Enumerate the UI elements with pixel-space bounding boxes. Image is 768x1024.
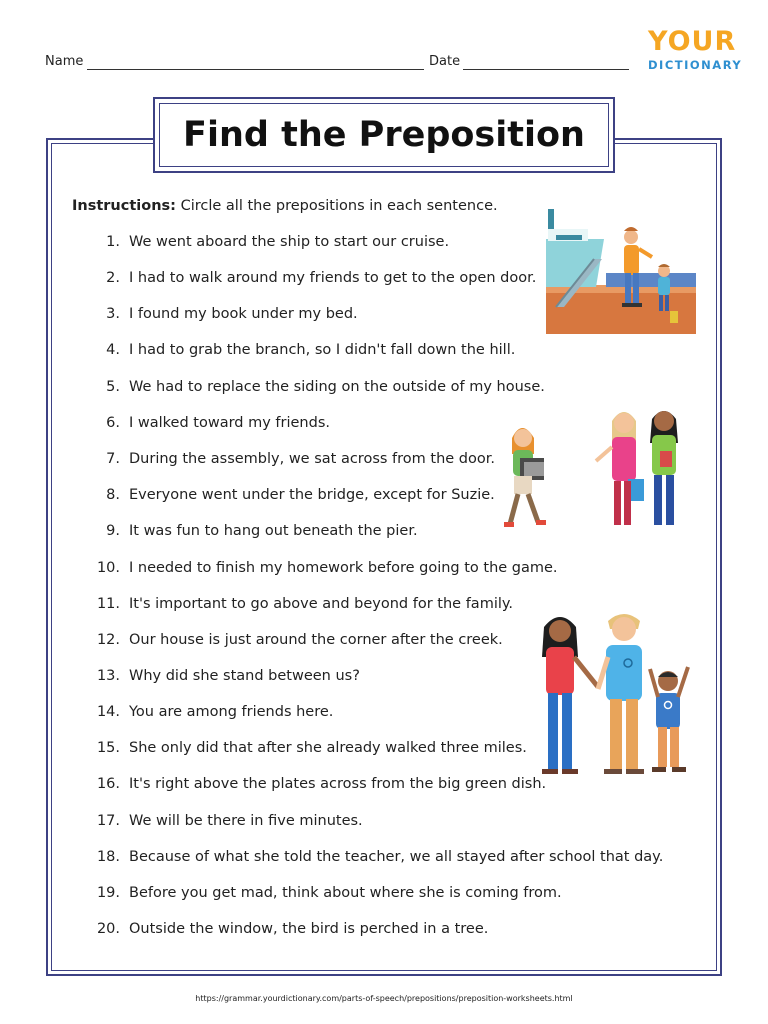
item-text: I walked toward my friends. [129, 415, 330, 431]
girl-with-books-illustration [498, 418, 558, 533]
item-number: 16. [96, 776, 120, 792]
page-title: Find the Preposition [183, 115, 585, 155]
list-item [80, 885, 562, 901]
item-number: 20. [96, 921, 120, 937]
item-text: Before you get mad, think about where she is coming from. [129, 885, 562, 901]
item-text: You are among friends here. [129, 704, 334, 720]
item-number: 19. [96, 885, 120, 901]
item-text: We went aboard the ship to start our cruise. [129, 234, 450, 250]
item-number: 14. [96, 704, 120, 720]
item-number: 3. [106, 306, 120, 322]
item-text: I needed to finish my homework before going to the game. [129, 560, 558, 576]
item-number: 8. [106, 487, 120, 503]
item-number: 7. [106, 451, 120, 467]
list-item [80, 560, 558, 576]
instructions-label: Instructions: [72, 198, 176, 214]
family-illustration [532, 605, 700, 780]
item-number: 13. [96, 668, 120, 684]
item-text: Why did she stand between us? [129, 668, 360, 684]
instructions-text: Circle all the prepositions in each sentence. [175, 198, 498, 214]
list-item [80, 813, 363, 829]
name-line [87, 69, 424, 70]
list-item [80, 632, 503, 648]
item-number: 2. [106, 270, 120, 286]
item-number: 12. [96, 632, 120, 648]
list-item [80, 740, 527, 756]
logo-line-1: YOUR [648, 26, 737, 57]
item-text: Our house is just around the corner after the creek. [129, 632, 503, 648]
item-text: We will be there in five minutes. [129, 813, 363, 829]
list-item [80, 849, 663, 865]
item-number: 11. [96, 596, 120, 612]
item-number: 1. [106, 234, 120, 250]
item-text: I found my book under my bed. [129, 306, 358, 322]
list-item [80, 342, 515, 358]
item-number: 4. [106, 342, 120, 358]
item-text: Because of what she told the teacher, we all stayed after school that day. [129, 849, 664, 865]
item-number: 18. [96, 849, 120, 865]
item-text: It was fun to hang out beneath the pier. [129, 523, 418, 539]
list-item [80, 668, 360, 684]
list-item [80, 451, 495, 467]
item-number: 6. [106, 415, 120, 431]
item-number: 10. [96, 560, 120, 576]
list-item [80, 415, 330, 431]
instructions [72, 198, 498, 214]
item-number: 9. [106, 523, 120, 539]
item-text: It's right above the plates across from the big green dish. [129, 776, 547, 792]
two-women-illustration [590, 403, 690, 533]
list-item [80, 487, 495, 503]
title-box [153, 97, 615, 173]
footer-source-url: https://grammar.yourdictionary.com/parts-of-speech/prepositions/preposition-worksheets.html [195, 994, 573, 1003]
name-date-row [45, 54, 630, 74]
list-item [80, 596, 513, 612]
name-label: Name [45, 54, 84, 69]
date-label: Date [429, 54, 461, 69]
item-text: She only did that after she already walked three miles. [129, 740, 527, 756]
date-line [463, 69, 629, 70]
list-item [80, 776, 546, 792]
item-number: 15. [96, 740, 120, 756]
list-item [80, 379, 545, 395]
item-text: I had to walk around my friends to get to the open door. [129, 270, 537, 286]
item-text: It's important to go above and beyond for the family. [129, 596, 513, 612]
list-item [80, 704, 333, 720]
item-text: Outside the window, the bird is perched in a tree. [129, 921, 489, 937]
title-box-inner [159, 103, 609, 167]
item-text: We had to replace the siding on the outside of my house. [129, 379, 545, 395]
logo-line-2: DICTIONARY [648, 58, 743, 72]
list-item [80, 306, 358, 322]
list-item [80, 234, 449, 250]
yourdictionary-logo [648, 28, 744, 76]
item-number: 17. [96, 813, 120, 829]
item-text: I had to grab the branch, so I didn't fall down the hill. [129, 342, 516, 358]
ship-boarding-illustration [546, 207, 696, 334]
item-text: Everyone went under the bridge, except for Suzie. [129, 487, 495, 503]
list-item [80, 523, 418, 539]
list-item [80, 270, 536, 286]
item-text: During the assembly, we sat across from the door. [129, 451, 495, 467]
item-number: 5. [106, 379, 120, 395]
list-item [80, 921, 488, 937]
